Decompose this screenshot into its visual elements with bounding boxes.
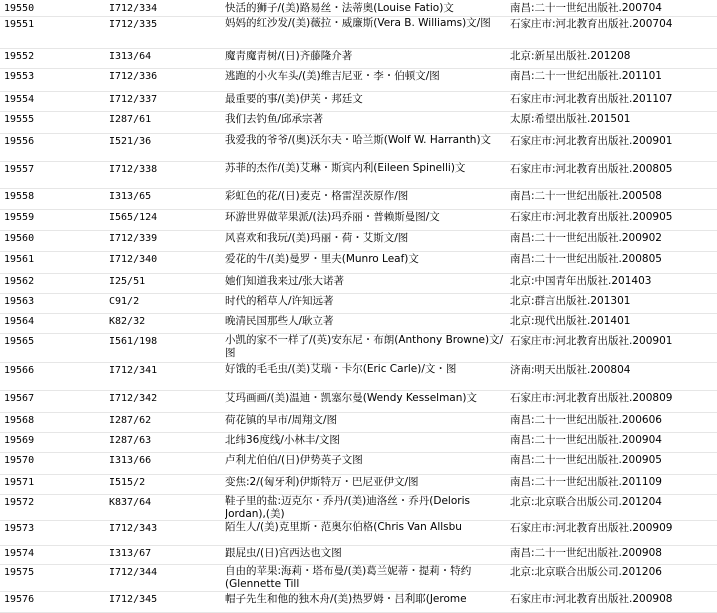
table-row [0, 188, 717, 210]
book-title: 她们知道我来过/张大诺著 [225, 275, 345, 287]
book-title: 北纬36度线/小林丰/文图 [225, 434, 340, 446]
record-id: 19562 [4, 276, 35, 287]
call-number: K82/32 [109, 316, 146, 327]
book-title: 好饿的毛毛虫/(美)艾瑞・卡尔(Eric Carle)/文・图 [225, 363, 457, 375]
call-number: I287/63 [109, 435, 152, 446]
record-id: 19569 [4, 435, 35, 446]
call-number: I712/343 [109, 523, 158, 534]
call-number: I712/335 [109, 19, 158, 30]
publisher-info: 北京:新星出版社.201208 [510, 50, 631, 62]
book-title: 最重要的事/(美)伊芙・邦廷文 [225, 93, 363, 105]
record-id: 19557 [4, 164, 35, 175]
publisher-info: 石家庄市:河北教育出版社.200704 [510, 18, 673, 30]
book-title: 陌生人/(美)克里斯・范奥尔伯格(Chris Van Allsbu [225, 521, 462, 533]
publisher-info: 石家庄市:河北教育出版社.200809 [510, 392, 673, 404]
table-row [0, 412, 717, 433]
table-row [0, 474, 717, 495]
call-number: I712/345 [109, 594, 158, 605]
book-title: 快活的狮子/(美)路易丝・法蒂奥(Louise Fatio)文 [225, 2, 454, 14]
table-row [0, 564, 717, 592]
record-id: 19573 [4, 523, 35, 534]
record-id: 19552 [4, 51, 35, 62]
record-id: 19563 [4, 296, 35, 307]
book-title: 妈妈的红沙发/(美)薇拉・威廉斯(Vera B. Williams)文/图 [225, 17, 491, 29]
publisher-info: 南昌:二十一世纪出版社.200805 [510, 253, 662, 265]
call-number: I712/336 [109, 71, 158, 82]
table-row [0, 273, 717, 294]
book-title: 苏菲的杰作/(美)艾琳・斯宾内利(Eileen Spinelli)文 [225, 162, 466, 174]
table-row [0, 68, 717, 92]
table-row [0, 432, 717, 453]
record-id: 19570 [4, 455, 35, 466]
record-id: 19575 [4, 567, 35, 578]
book-title: 魔靑魔靑树/(日)齐藤隆介著 [225, 50, 353, 62]
record-id: 19558 [4, 191, 35, 202]
call-number: I313/67 [109, 548, 152, 559]
book-title: 小凯的家不一样了/(英)安东尼・布朗(Anthony Browne)文/图 [225, 334, 504, 359]
record-id: 19553 [4, 71, 35, 82]
table-row [0, 591, 717, 613]
publisher-info: 北京:中国青年出版社.201403 [510, 275, 652, 287]
book-title: 卢利尤伯伯/(日)伊势英子文图 [225, 454, 363, 466]
table-row [0, 313, 717, 334]
publisher-info: 南昌:二十一世纪出版社.200902 [510, 232, 662, 244]
table-row [0, 390, 717, 413]
book-title: 跟屁虫/(日)宫西达也文图 [225, 547, 342, 559]
call-number: I712/342 [109, 393, 158, 404]
publisher-info: 北京:现代出版社.201401 [510, 315, 631, 327]
book-title: 荷花镇的早市/周翔文/图 [225, 414, 338, 426]
record-id: 19574 [4, 548, 35, 559]
record-id: 19551 [4, 19, 35, 30]
record-id: 19550 [4, 3, 35, 14]
table-row [0, 111, 717, 134]
publisher-info: 南昌:二十一世纪出版社.201101 [510, 70, 662, 82]
publisher-info: 北京:群言出版社.201301 [510, 295, 631, 307]
call-number: I712/339 [109, 233, 158, 244]
table-row [0, 362, 717, 391]
record-id: 19555 [4, 114, 35, 125]
call-number: I561/198 [109, 336, 158, 347]
publisher-info: 石家庄市:河北教育出版社.200909 [510, 522, 673, 534]
call-number: I515/2 [109, 477, 146, 488]
table-row [0, 333, 717, 363]
publisher-info: 北京:北京联合出版公司.201206 [510, 566, 662, 578]
table-row [0, 133, 717, 162]
book-title: 艾玛画画/(美)温迪・凯塞尔曼(Wendy Kesselman)文 [225, 392, 477, 404]
table-row [0, 16, 717, 49]
table-row [0, 230, 717, 252]
call-number: I712/340 [109, 254, 158, 265]
call-number: I712/344 [109, 567, 158, 578]
call-number: C91/2 [109, 296, 140, 307]
book-title: 鞋子里的盐:迈克尔・乔丹/(美)迪洛丝・乔丹(Deloris Jordan),(美) [225, 495, 474, 520]
publisher-info: 南昌:二十一世纪出版社.201109 [510, 476, 662, 488]
publisher-info: 石家庄市:河北教育出版社.200908 [510, 593, 673, 605]
table-row [0, 293, 717, 314]
call-number: I287/61 [109, 114, 152, 125]
book-title: 变焦:2/(匈牙利)伊斯特万・巴尼亚伊文/图 [225, 476, 419, 488]
publisher-info: 南昌:二十一世纪出版社.200908 [510, 547, 662, 559]
publisher-info: 南昌:二十一世纪出版社.200606 [510, 414, 662, 426]
table-row [0, 209, 717, 231]
call-number: I25/51 [109, 276, 146, 287]
table-row [0, 520, 717, 546]
call-number: I313/64 [109, 51, 152, 62]
record-id: 19566 [4, 365, 35, 376]
publisher-info: 石家庄市:河北教育出版社.200805 [510, 163, 673, 175]
call-number: I313/66 [109, 455, 152, 466]
call-number: I712/341 [109, 365, 158, 376]
record-id: 19568 [4, 415, 35, 426]
call-number: I712/337 [109, 94, 158, 105]
call-number: I287/62 [109, 415, 152, 426]
book-title: 彩虹色的花/(日)麦克・格雷涅茨原作/图 [225, 190, 409, 202]
record-id: 19565 [4, 336, 35, 347]
call-number: I521/36 [109, 136, 152, 147]
record-id: 19576 [4, 594, 35, 605]
book-title: 爱花的牛/(美)曼罗・里夫(Munro Leaf)文 [225, 253, 419, 265]
table-row [0, 251, 717, 274]
call-number: K837/64 [109, 497, 152, 508]
publisher-info: 济南:明天出版社.200804 [510, 364, 631, 376]
record-id: 19554 [4, 94, 35, 105]
book-title: 晚清民国那些人/耿立著 [225, 315, 334, 327]
publisher-info: 南昌:二十一世纪出版社.200508 [510, 190, 662, 202]
table-row [0, 91, 717, 112]
book-title: 我爱我的爷爷/(奥)沃尔夫・哈兰斯(Wolf W. Harranth)文 [225, 134, 492, 146]
publisher-info: 石家庄市:河北教育出版社.200901 [510, 135, 673, 147]
book-title: 帽子先生和他的独木舟/(美)热罗姆・吕利耶(Jerome [225, 593, 467, 605]
publisher-info: 北京:北京联合出版公司.201204 [510, 496, 662, 508]
table-row [0, 0, 717, 17]
table-row [0, 545, 717, 565]
book-title: 风喜欢和我玩/(美)玛丽・荷・艾斯文/图 [225, 232, 409, 244]
record-id: 19561 [4, 254, 35, 265]
book-title: 自由的苹果:海莉・塔布曼/(美)葛兰妮蒂・提莉・特约(Glennette Till [225, 565, 472, 590]
table-row [0, 452, 717, 475]
record-id: 19571 [4, 477, 35, 488]
record-id: 19559 [4, 212, 35, 223]
publisher-info: 石家庄市:河北教育出版社.200901 [510, 335, 673, 347]
table-row [0, 494, 717, 521]
record-id: 19567 [4, 393, 35, 404]
table-row [0, 48, 717, 69]
call-number: I712/338 [109, 164, 158, 175]
call-number: I313/65 [109, 191, 152, 202]
publisher-info: 石家庄市:河北教育出版社.201107 [510, 93, 673, 105]
book-title: 时代的稻草人/许知远著 [225, 295, 334, 307]
record-id: 19572 [4, 497, 35, 508]
publisher-info: 南昌:二十一世纪出版社.200904 [510, 434, 662, 446]
publisher-info: 太原:希望出版社.201501 [510, 113, 631, 125]
book-title: 环游世界做苹果派/(法)玛乔丽・普赖斯曼图/文 [225, 211, 440, 223]
publisher-info: 南昌:二十一世纪出版社.200704 [510, 2, 662, 14]
call-number: I565/124 [109, 212, 158, 223]
record-id: 19556 [4, 136, 35, 147]
record-id: 19564 [4, 316, 35, 327]
record-id: 19560 [4, 233, 35, 244]
book-title: 我们去钓鱼/邱承宗著 [225, 113, 324, 125]
call-number: I712/334 [109, 3, 158, 14]
publisher-info: 石家庄市:河北教育出版社.200905 [510, 211, 673, 223]
publisher-info: 南昌:二十一世纪出版社.200905 [510, 454, 662, 466]
book-title: 逃跑的小火车头/(美)维吉尼亚・李・伯顿文/图 [225, 70, 440, 82]
table-row [0, 161, 717, 189]
